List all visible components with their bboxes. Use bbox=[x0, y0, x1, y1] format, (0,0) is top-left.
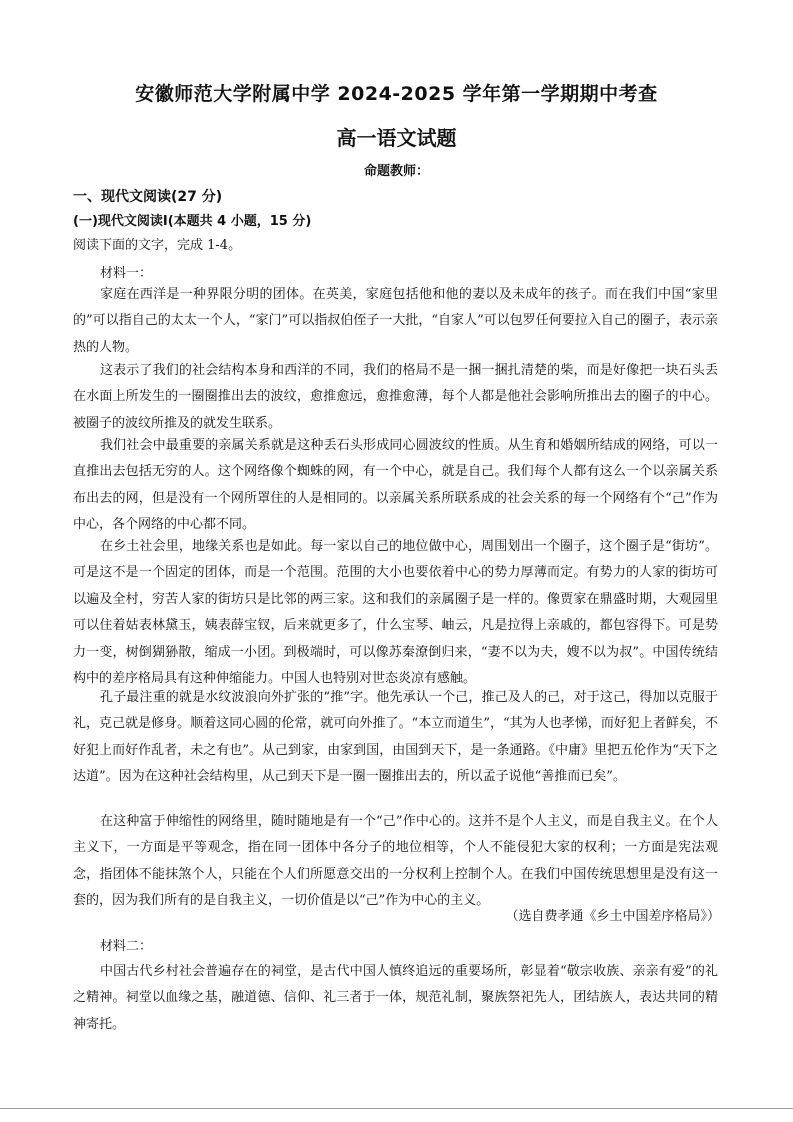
material-1-label: 材料一： bbox=[100, 266, 153, 281]
reading-instruction: 阅读下面的文字，完成 1-4。 bbox=[73, 238, 242, 253]
material-1-paragraph: 在乡土社会里，地缘关系也是如此。每一家以自己的地位做中心，周围划出一个圈子，这个圈子是“街坊”。可是这不是一个固定的团体，而是一个范围。范围的大小也要依着中心的势力厚薄而定。有势力的人家的街坊可以遍及全村，穷苦人家的街坊只是比邻的两三家。这和我们的亲属圈子是一样的。像贾家在鼎盛时期，大观园里可以住着姑表林黛玉，姨表薛宝钗，后来就更多了，什么宝琴、岫云，凡是拉得上亲戚的，都包容得下。可是势力一变，树倒猢狲散，缩成一小团。到极端时，可以像苏秦潦倒归来，“妻不以为夫，嫂不以为叔”。中国传统结构中的差序格局具有这种伸缩能力。中国人也特别对世态炎凉有感触。 bbox=[73, 539, 718, 687]
section-heading: 一、现代文阅读(27 分) bbox=[73, 189, 223, 205]
material-1-paragraph: 在这种富于伸缩性的网络里，随时随地是有一个“己”作中心的。这并不是个人主义，而是自我主义。在个人主义下，一方面是平等观念，指在同一团体中各分子的地位相等，个人不能侵犯大家的权利；一方面是宪法观念，指团体不能抹煞个人，只能在个人们所愿意交出的一分权利上控制个人。在我们中国传统思想里是没有这一套的，因为我们所有的是自我主义，一切价值是以“己”作为中心的主义。 bbox=[73, 814, 718, 909]
page-bottom-divider bbox=[0, 1108, 793, 1109]
material-2-paragraph: 中国古代乡村社会普遍存在的祠堂，是古代中国人慎终追远的重要场所，彰显着“敬宗收族、亲亲有爱”的礼之精神。祠堂以血缘之基，融道德、信仰、礼三者于一体，规范礼制，聚族祭祀先人，团结族人，表达共同的精神寄托。 bbox=[73, 964, 718, 1032]
subsection-heading: (一)现代文阅读Ⅰ(本题共 4 小题，15 分) bbox=[73, 214, 312, 229]
author-line: 命题教师： bbox=[363, 164, 429, 179]
document-title: 安徽师范大学附属中学 2024-2025 学年第一学期期中考查 bbox=[135, 83, 658, 105]
document-subtitle: 高一语文试题 bbox=[336, 126, 457, 150]
material-1-paragraph: 我们社会中最重要的亲属关系就是这种丢石头形成同心圆波纹的性质。从生育和婚姻所结成的网络，可以一直推出去包括无穷的人。这个网络像个蜘蛛的网，有一个中心，就是自己。我们每个人都有这么一个以亲属关系布出去的网，但是没有一个网所罩住的人是相同的。以亲属关系所联系成的社会关系的每一个网络有个“己”作为中心，各个网络的中心都不同。 bbox=[73, 438, 718, 533]
material-1-paragraph: 孔子最注重的就是水纹波浪向外扩张的“推”字。他先承认一个己，推己及人的己，对于这己，得加以克服于礼，克己就是修身。顺着这同心圆的伦常，就可向外推了。“本立而道生”，“其为人也孝悌，而好犯上者鲜矣，不好犯上而好作乱者，未之有也”。从己到家，由家到国，由国到天下，是一条通路。《中庸》里把五伦作为“天下之达道”。因为在这种社会结构里，从己到天下是一圈一圈推出去的，所以孟子说他“善推而已矣”。 bbox=[73, 690, 718, 785]
source-citation: （选自费孝通《乡土中国差序格局》） bbox=[505, 909, 720, 924]
material-1-paragraph: 这表示了我们的社会结构本身和西洋的不同，我们的格局不是一捆一捆扎清楚的柴，而是好像把一块石头丢在水面上所发生的一圈圈推出去的波纹，愈推愈远，愈推愈薄，每个人都是他社会影响所推出去的圈子的中心。被圈子的波纹所推及的就发生联系。 bbox=[73, 363, 718, 431]
material-1-paragraph: 家庭在西洋是一种界限分明的团体。在英美，家庭包括他和他的妻以及未成年的孩子。而在我们中国“家里的”可以指自己的太太一个人，“家门”可以指叔伯侄子一大批，“自家人”可以包罗任何要拉入自己的圈子，表示亲热的人物。 bbox=[73, 287, 718, 355]
material-2-label: 材料二： bbox=[100, 939, 153, 954]
